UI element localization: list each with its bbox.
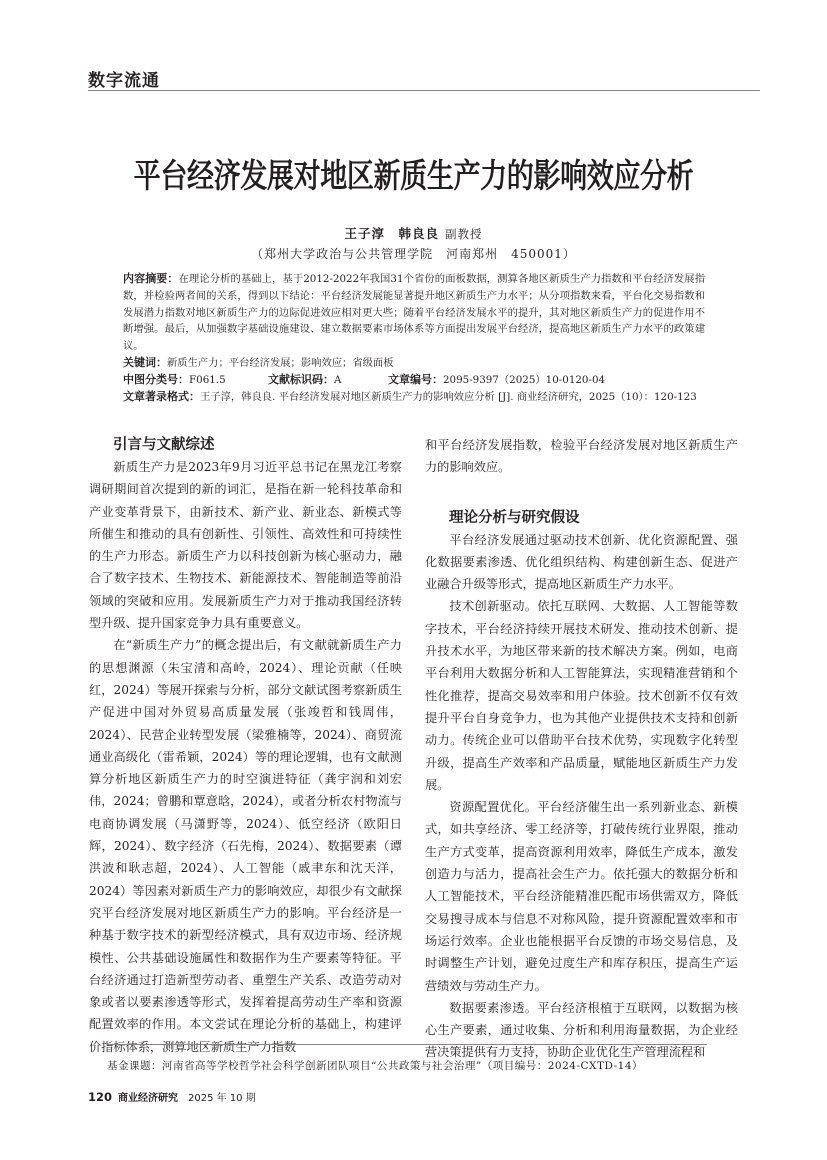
citation-text: 王子淳，韩良良. 平台经济发展对地区新质生产力的影响效应分析 [J]. 商业经济研究，2025（10）：120-123 — [200, 390, 697, 403]
journal-name: 商业经济研究 — [118, 1093, 179, 1104]
author-line — [0, 224, 827, 242]
paragraph: 数据要素渗透。平台经济根植于互联网，以数据为核心生产要素，通过收集、分析和利用海量数据，为企业经营决策提供有力支持，协助企业优化生产管理流程和 — [425, 1000, 738, 1060]
paragraph: 技术创新驱动。依托互联网、大数据、人工智能等数字技术，平台经济持续开展技术研发、推动技术创新、提升技术水平，为地区带来新的技术解决方案。例如，电商平台利用大数据分析和人工智能算法，实现精准营销和个性化推荐，提高交易效率和用户体验。技术创新不仅有效提升平台自身竞争力，也为其他产业提供技术支持和创新动力。传统企业可以借助平台技术优势，实现数字化转型升级，提高生产效率和产品质量，赋能地区新质生产力发展。 — [425, 599, 738, 792]
header-rule — [88, 90, 760, 91]
body-column-right — [425, 434, 738, 1064]
article-no-value: 2095-9397（2025）10-0120-04 — [443, 373, 606, 386]
section-tag: 数字流通 — [88, 71, 160, 91]
abstract — [123, 271, 705, 355]
abstract-text: 在理论分析的基础上，基于2012-2022年我国31个省份的面板数据，测算各地区新质生产力指数和平台经济发展指数，并检验两者间的关系，得到以下结论：平台经济发展能显著提升地区新质生产力水平；从分项指数来看，平台化交易指数和发展潜力指数对地区新质生产力的边际促进效应相对更大些；随着平台经济发展水平的提升，其对地区新质生产力的促进作用不断增强。最后，从加强数字基础设施建设、建立数据要素市场体系等方面提出发展平台经济，提高地区新质生产力水平的政策建议。 — [123, 273, 705, 353]
affiliation: （郑州大学政治与公共管理学院 河南郑州 450001） — [251, 247, 576, 261]
keywords — [123, 355, 705, 372]
page-footer — [88, 1089, 256, 1104]
section-heading-theory: 理论分析与研究假设 — [449, 509, 580, 526]
author-role: 副教授 — [445, 227, 483, 241]
keywords-label: 关键词： — [123, 355, 167, 369]
body-column-left — [89, 434, 402, 1058]
doc-code-value: A — [334, 373, 342, 386]
citation — [123, 389, 705, 406]
clc-label: 中图分类号： — [123, 372, 189, 386]
issue: 2025 年 10 期 — [188, 1093, 256, 1104]
paragraph: 在“新质生产力”的概念提出后，有文献就新质生产力的思想渊源（朱宝清和高岭，2024）、理论贡献（任映红，2024）等展开探索与分析，部分文献试图考察新质生产促进中国对外贸易高质量发展（张竣哲和钱周伟，2024）、民营企业转型发展（梁雅楠等，2024）、商贸流通业高级化（雷希颖，2024）等的理论逻辑，也有文献测算分析地区新质生产力的时空演进特征（龚宇润和刘宏伟，2024；曾鹏和覃意晗，2024），或者分析农村物流与电商协调发展（马潇野等，2024）、低空经济（欧阳日辉，2024）、数字经济（石先梅，2024）、数据要素（谭洪波和耿志超，2024）、人工智能（戚聿东和沈天洋，2024）等因素对新质生产力的影响效应，却很少有文献探究平台经济发展对地区新质生产力的影响。平台经济是一种基于数字技术的新型经济模式，具有双边市场、经济规模性、公共基础设施属性和数据作为生产要素等特征。平台经济通过打造新型劳动者、重塑生产关系、改造劳动对象或者以要素渗透等形式，发挥着提高劳动生产率和资源配置效率的作用。本文尝试在理论分析的基础上，构建评价指标体系，测算地区新质生产力指数 — [89, 638, 402, 1054]
paragraph: 新质生产力是2023年9月习近平总书记在黑龙江考察调研期间首次提到的新的词汇，是指在新一轮科技革命和产业变革背景下，由新技术、新产业、新业态、新模式等所催生和推动的具有创新性、引领性、高效性和可持续性的生产力形态。新质生产力以科技创新为核心驱动力，融合了数字技术、生物技术、新能源技术、智能制造等前沿领域的突破和应用。发展新质生产力对于推动我国经济转型升级、提升国家竞争力具有重要意义。 — [89, 460, 402, 631]
article-title: 平台经济发展对地区新质生产力的影响效应分析 — [133, 156, 694, 195]
paragraph: 和平台经济发展指数，检验平台经济发展对地区新质生产力的影响效应。 — [425, 438, 738, 475]
section-heading-introduction: 引言与文献综述 — [113, 437, 215, 453]
classification-row — [123, 372, 705, 389]
paragraph: 平台经济发展通过驱动技术创新、优化资源配置、强化数据要素渗透、优化组织结构、构建创新生态、促进产业融合升级等形式，提高地区新质生产力水平。 — [425, 532, 738, 592]
article-no-label: 文章编号： — [388, 372, 443, 386]
author-names: 王子淳 韩良良 — [344, 226, 439, 241]
doc-code-label: 文献标识码： — [268, 372, 334, 386]
abstract-label: 内容摘要： — [123, 272, 179, 285]
article-meta — [123, 271, 705, 405]
paragraph: 资源配置优化。平台经济催生出一系列新业态、新模式，如共享经济、零工经济等，打破传统行业界限，推动生产方式变革，提高资源利用效率，降低生产成本，激发创造力与活力，提高社会生产力。依托强大的数据分析和人工智能技术，平台经济能精准匹配市场供需双方，降低交易搜寻成本与信息不对称风险，提升资源配置效率和市场运行效率。企业也能根据平台反馈的市场交易信息，及时调整生产计划，避免过度生产和库存积压，提高生产运营绩效与劳动生产力。 — [425, 800, 738, 993]
keywords-text: 新质生产力；平台经济发展；影响效应；省级面板 — [167, 356, 394, 369]
fund-note: 基金课题：河南省高等学校哲学社会科学创新团队项目“公共政策与社会治理”（项目编号：2024-CXTD-14） — [107, 1060, 644, 1072]
citation-label: 文章著录格式： — [123, 389, 200, 403]
clc-value: F061.5 — [189, 373, 226, 386]
page-number: 120 — [88, 1090, 113, 1104]
footnote-rule — [107, 1044, 707, 1045]
